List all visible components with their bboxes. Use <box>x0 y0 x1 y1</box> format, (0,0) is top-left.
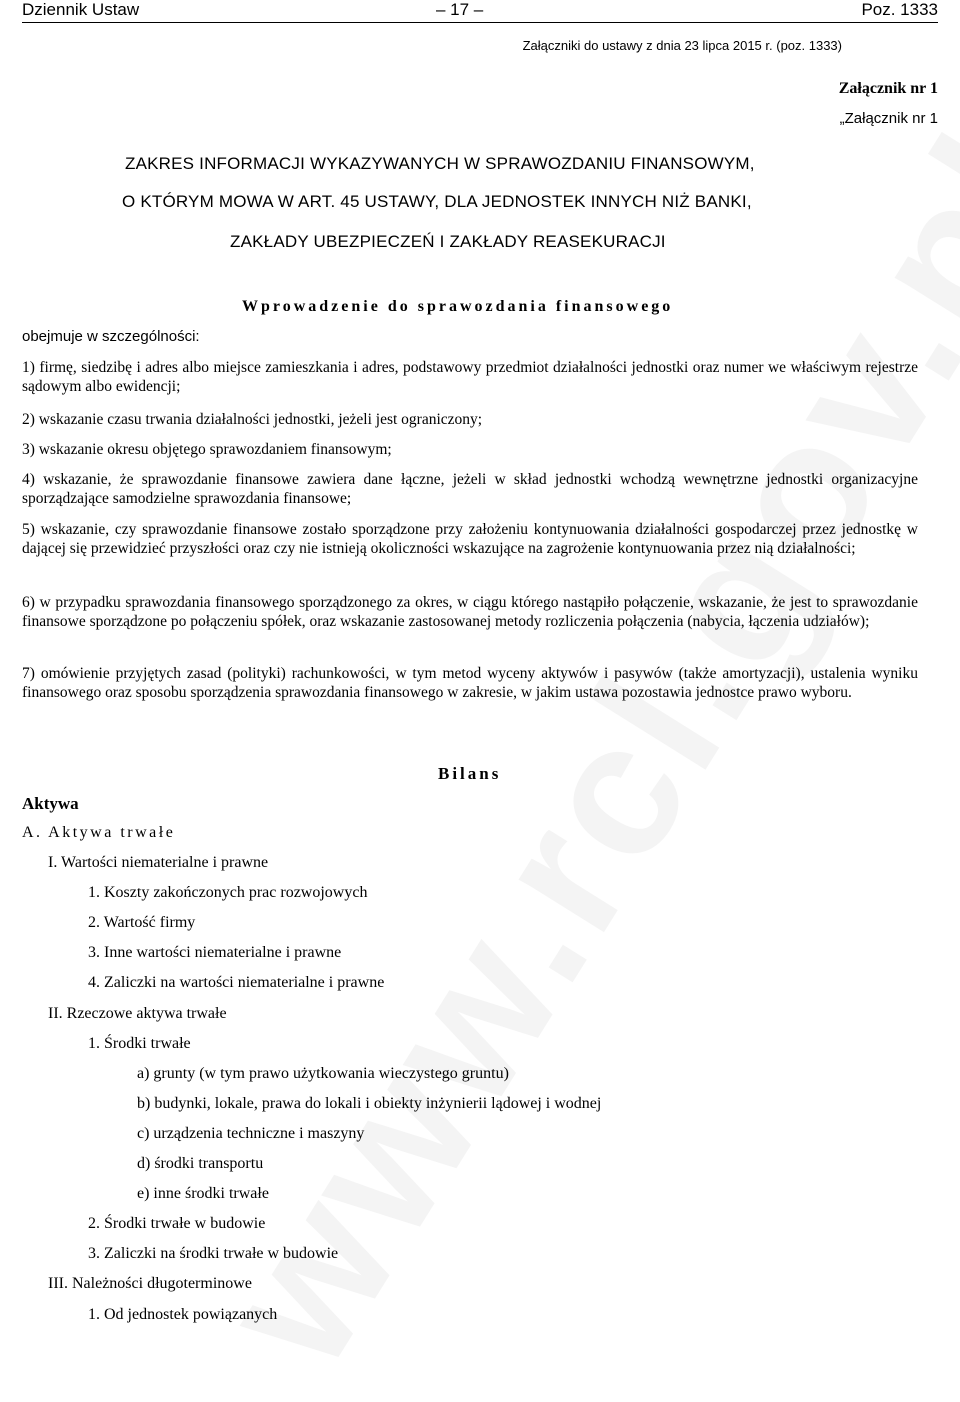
bilans-item: e) inne środki trwałe <box>137 1185 269 1202</box>
bilans-item: II. Rzeczowe aktywa trwałe <box>48 1005 227 1022</box>
point-4: 4) wskazanie, że sprawozdanie finansowe zawiera dane łączne, jeżeli w skład jednostki wchodzą wewnętrzne jednostki organizacyjne sporządzające samodzielne sprawozdania finansowe; <box>22 471 918 507</box>
bilans-item: III. Należności długoterminowe <box>48 1275 252 1292</box>
bilans-item: c) urządzenia techniczne i maszyny <box>137 1125 365 1142</box>
point-5: 5) wskazanie, czy sprawozdanie finansowe zostało sporządzone przy założeniu kontynuowania działalności gospodarczej przez jednostkę w dającej się przewidzieć przyszłości oraz czy nie istnieją okoliczności wskazujące na zagrożenie kontynuowania przez nią działalności; <box>22 521 918 557</box>
bilans-item: b) budynki, lokale, prawa do lokali i obiekty inżynierii lądowej i wodnej <box>137 1095 602 1112</box>
bilans-item: 3. Inne wartości niematerialne i prawne <box>88 944 342 961</box>
point-6: 6) w przypadku sprawozdania finansowego sporządzonego za okres, w ciągu którego nastąpiło połączenie, wskazanie, że jest to sprawozdanie finansowe sporządzone po połączeniu spółek, oraz wskazanie zastosowanej metody rozliczenia połączenia (nabycia, łączenia udziałów); <box>22 594 918 630</box>
bilans-item: 2. Środki trwałe w budowie <box>88 1215 266 1232</box>
bilans-item: 3. Zaliczki na środki trwałe w budowie <box>88 1245 339 1262</box>
bilans-item: 2. Wartość firmy <box>88 914 196 931</box>
bilans-item: a) grunty (w tym prawo użytkowania wieczystego gruntu) <box>137 1065 509 1082</box>
bilans-item: 1. Koszty zakończonych prac rozwojowych <box>88 884 368 901</box>
subheader: Załączniki do ustawy z dnia 23 lipca 2015 r. (poz. 1333) <box>522 38 842 53</box>
page-number: – 17 – <box>436 0 484 19</box>
title-line-3: ZAKŁADY UBEZPIECZEŃ I ZAKŁADY REASEKURACJI <box>230 232 666 251</box>
header-rule <box>22 22 938 23</box>
bilans-item: I. Wartości niematerialne i prawne <box>48 854 269 871</box>
title-line-1: ZAKRES INFORMACJI WYKAZYWANYCH W SPRAWOZDANIU FINANSOWYM, <box>125 154 755 173</box>
position-number: Poz. 1333 <box>861 0 938 19</box>
point-2: 2) wskazanie czasu trwania działalności jednostki, jeżeli jest ograniczony; <box>22 411 483 428</box>
aktywa-label: Aktywa <box>22 794 79 813</box>
section-a-label: A. Aktywa trwałe <box>22 824 176 841</box>
intro-heading: Wprowadzenie do sprawozdania finansowego <box>242 298 674 315</box>
point-7: 7) omówienie przyjętych zasad (polityki) rachunkowości, w tym metod wyceny aktywów i pasywów (także amortyzacji), ustalenia wyniku finansowego oraz sposobu sporządzenia sprawozdania finansowego w zakresie, w jakim ustawa pozostawia jednostce prawo wyboru. <box>22 665 918 701</box>
journal-name: Dziennik Ustaw <box>22 0 140 19</box>
bilans-item: 1. Środki trwałe <box>88 1035 191 1052</box>
title-line-2: O KTÓRYM MOWA W ART. 45 USTAWY, DLA JEDNOSTEK INNYCH NIŻ BANKI, <box>122 192 752 211</box>
bilans-item: d) środki transportu <box>137 1155 264 1172</box>
intro-lead: obejmuje w szczególności: <box>22 328 200 345</box>
bilans-item: 1. Od jednostek powiązanych <box>88 1306 278 1323</box>
bilans-item: 4. Zaliczki na wartości niematerialne i prawne <box>88 974 385 991</box>
annex-label: Załącznik nr 1 <box>838 80 938 97</box>
bilans-title: Bilans <box>438 764 502 783</box>
point-1: 1) firmę, siedzibę i adres albo miejsce zamieszkania i adres, podstawowy przedmiot działalności jednostki oraz numer we właściwym rejestrze sądowym albo ewidencji; <box>22 359 918 395</box>
annex-label-quoted: „Załącznik nr 1 <box>839 110 938 127</box>
watermark <box>177 96 960 1402</box>
point-3: 3) wskazanie okresu objętego sprawozdaniem finansowym; <box>22 441 392 458</box>
